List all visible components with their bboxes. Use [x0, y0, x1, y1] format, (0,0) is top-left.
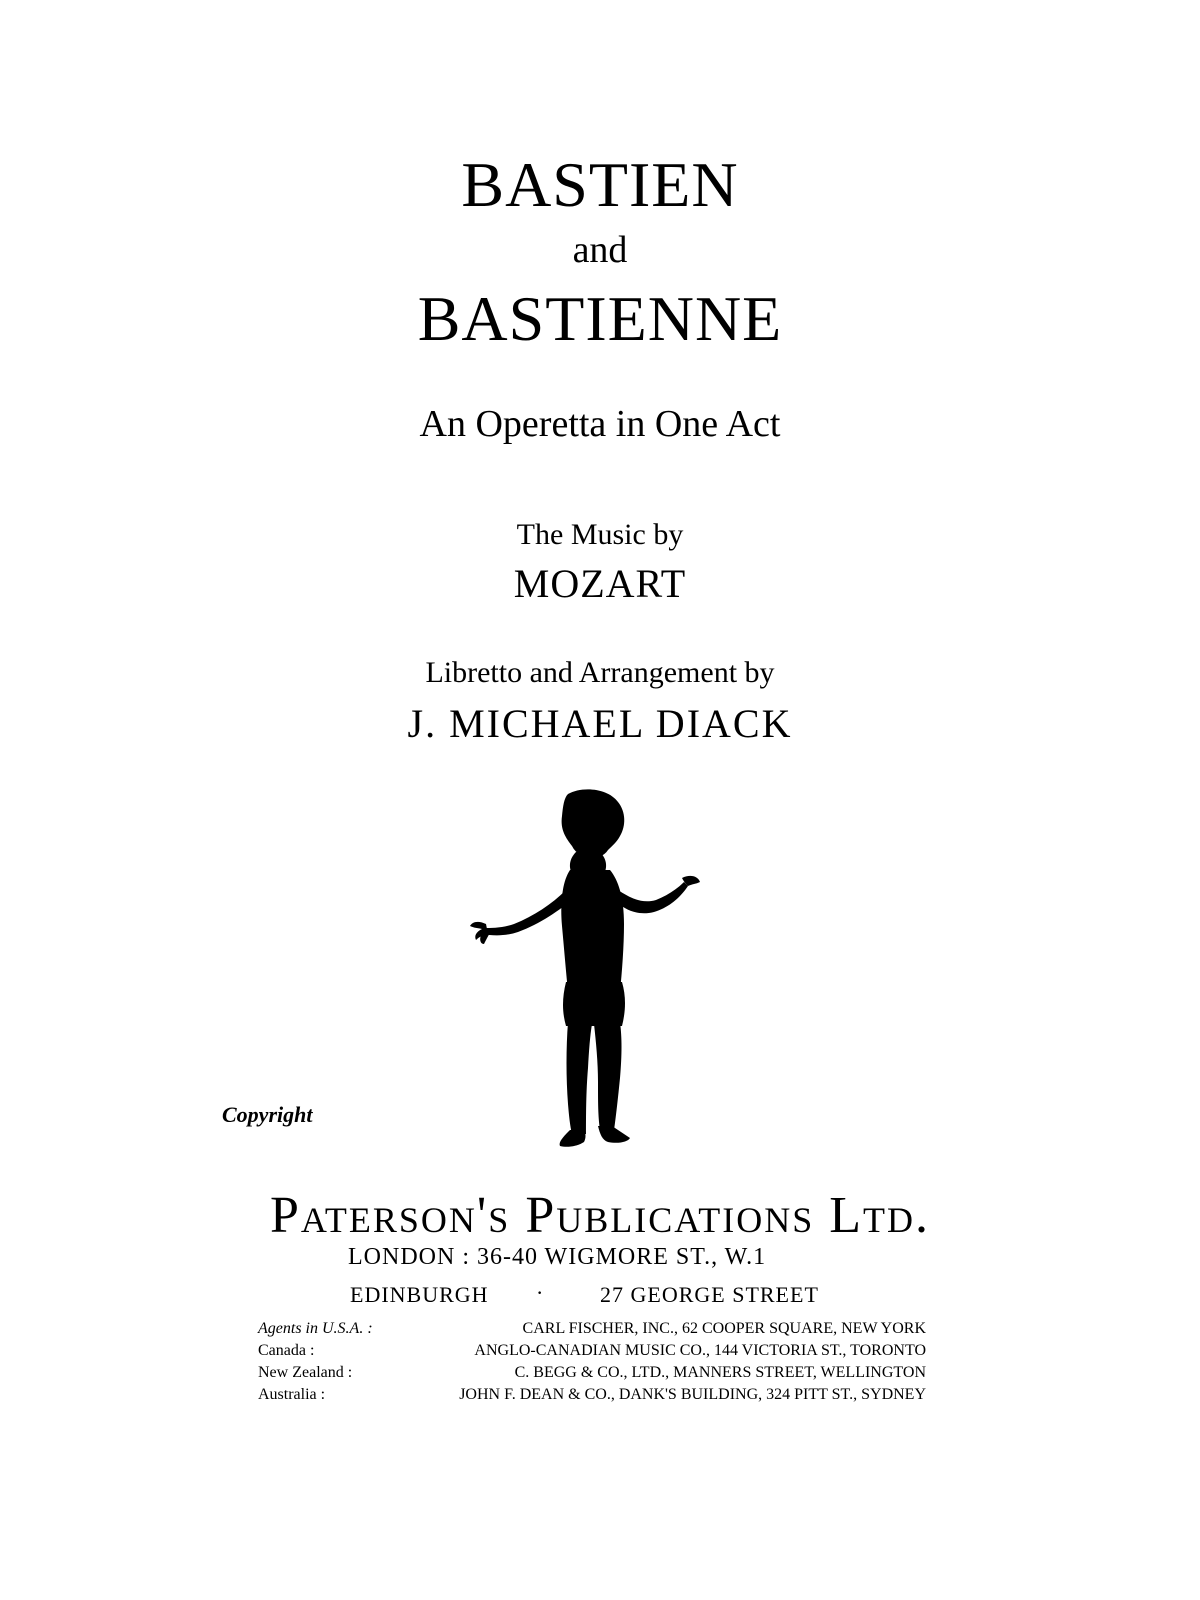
copyright-notice: Copyright: [222, 1102, 313, 1127]
agent-row-canada: [258, 1340, 926, 1362]
title-line-1: BASTIEN: [461, 149, 739, 220]
agent-details: C. BEGG & CO., LTD., MANNERS STREET, WELLINGTON: [514, 1364, 926, 1381]
composer-name: MOZART: [513, 561, 687, 606]
agent-row-usa: [258, 1318, 926, 1340]
agent-region: Canada :: [258, 1342, 315, 1359]
title-connector: and: [572, 229, 628, 271]
arranger-name: J. MICHAEL DIACK: [407, 701, 793, 746]
agent-details: ANGLO-CANADIAN MUSIC CO., 144 VICTORIA ST., TORONTO: [474, 1342, 926, 1359]
libretto-label: Libretto and Arrangement by: [425, 656, 775, 689]
agent-row-new-zealand: [258, 1362, 926, 1384]
agent-details: CARL FISCHER, INC., 62 COOPER SQUARE, NEW YORK: [522, 1320, 926, 1337]
agent-region: Agents in U.S.A. :: [258, 1320, 373, 1337]
london-address: LONDON : 36-40 WIGMORE ST., W.1: [348, 1244, 767, 1270]
agents-list: [258, 1318, 926, 1406]
edinburgh-address: 27 GEORGE STREET: [600, 1282, 819, 1307]
title-line-2: BASTIENNE: [417, 283, 783, 354]
music-by-label: The Music by: [516, 518, 684, 551]
subtitle: An Operetta in One Act: [419, 403, 781, 445]
agent-region: New Zealand :: [258, 1364, 353, 1381]
agent-row-australia: [258, 1384, 926, 1406]
agent-region: Australia :: [258, 1386, 326, 1403]
edinburgh-city: EDINBURGH: [350, 1282, 489, 1307]
edinburgh-separator: ·: [536, 1280, 545, 1305]
mozart-silhouette-icon: [470, 786, 710, 1148]
agent-details: JOHN F. DEAN & CO., DANK'S BUILDING, 324 PITT ST., SYDNEY: [459, 1386, 926, 1403]
publisher-name: Paterson's Publications Ltd.: [269, 1187, 930, 1244]
